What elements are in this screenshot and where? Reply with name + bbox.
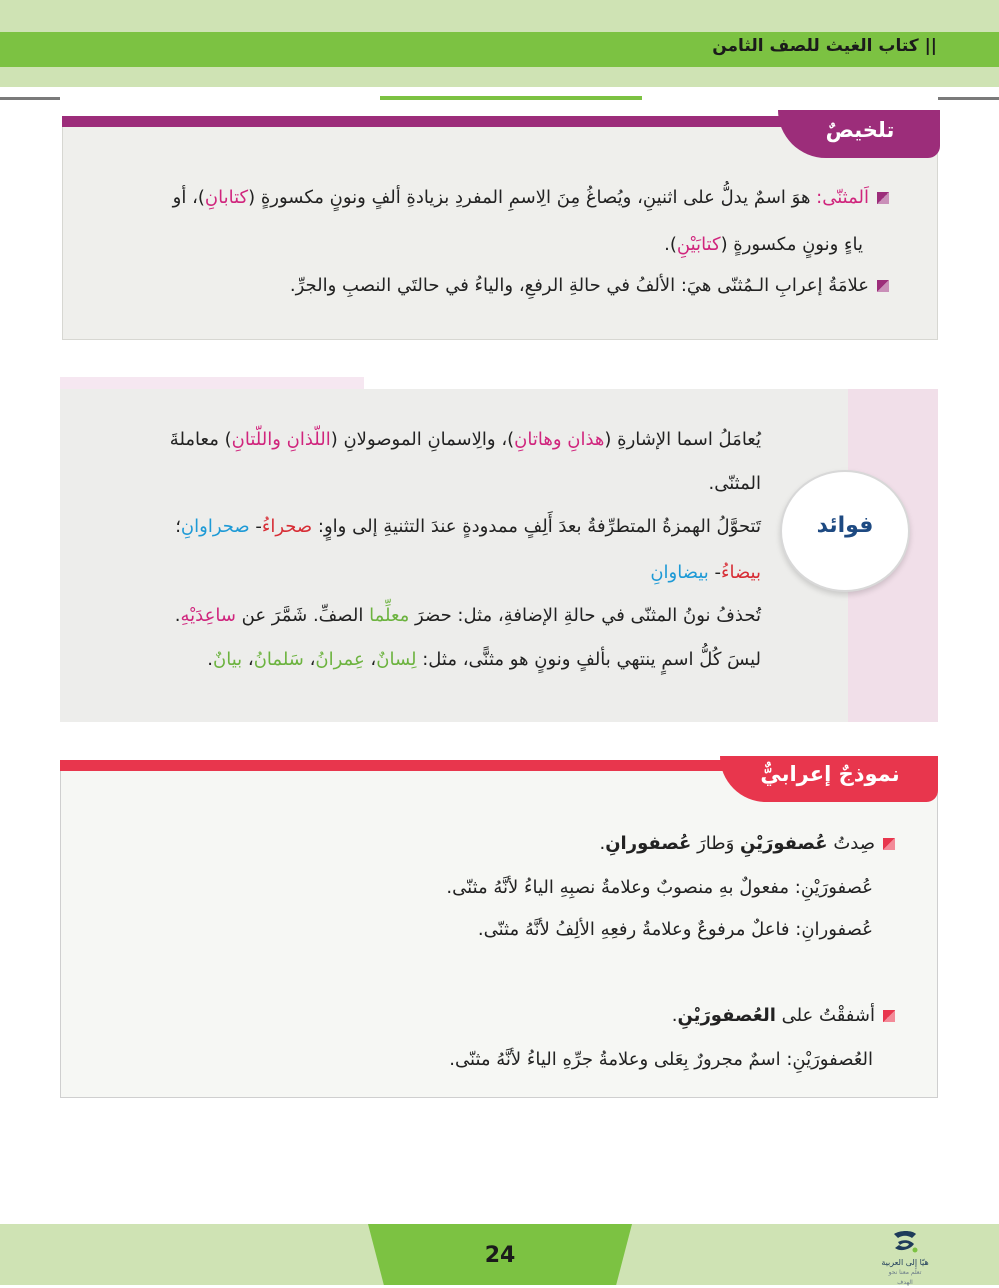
idafa-example-2: ساعِدَيْهِ bbox=[180, 605, 236, 626]
header-rule-center bbox=[380, 96, 642, 100]
summary-definition-text: هوَ اسمٌ يدلُّ على اثنينِ، ويُصاغُ مِنَ الِاسمِ المفردِ بزيادةِ ألفٍ ونونٍ مكسورةٍ ( bbox=[248, 187, 817, 208]
bold-word: عُصفورَيْنِ bbox=[740, 833, 828, 854]
text: ، bbox=[303, 649, 316, 670]
hamza-example-singular-2: بيضاءُ bbox=[721, 562, 761, 583]
text: أشفقْتُ على bbox=[775, 1005, 875, 1026]
bold-word: عُصفورانِ bbox=[605, 833, 692, 854]
text: - bbox=[708, 562, 721, 583]
demonstrative-examples: هذانِ وهاتانِ bbox=[514, 429, 605, 450]
summary-bullet-1-line-2 bbox=[664, 233, 863, 257]
text: - bbox=[249, 516, 262, 537]
text: . bbox=[599, 833, 606, 854]
model-sentence-2 bbox=[672, 1004, 895, 1028]
benefits-line-1 bbox=[170, 428, 761, 452]
benefits-line-4 bbox=[650, 561, 761, 585]
summary-inflection-rule: علامَةُ إعرابِ الـمُثنّى هيَ: الألفُ في حالةِ الرفعِ، والياءُ في حالتَي النصبِ والجرِّ. bbox=[289, 275, 869, 296]
text: ، bbox=[364, 649, 377, 670]
logo-tagline: تعلّم معنا نحو الهدف bbox=[888, 1269, 922, 1286]
summary-term: اَلمثنّى: bbox=[816, 187, 869, 208]
text: ) معاملةَ bbox=[169, 429, 232, 450]
header-sub-band bbox=[0, 67, 999, 87]
benefits-line-5 bbox=[175, 604, 761, 628]
benefits-line-2: المثنّى. bbox=[708, 473, 761, 494]
non-dual-example-4: بيانٌ bbox=[213, 649, 243, 670]
book-title: || كتاب الغيث للصف الثامن bbox=[712, 36, 937, 56]
hamza-example-dual: صحراوانِ bbox=[180, 516, 250, 537]
non-dual-example-1: لِسانٌ bbox=[376, 649, 417, 670]
text: تُحذفُ نونُ المثنّى في حالةِ الإضافةِ، مثل: حضرَ bbox=[409, 605, 761, 626]
summary-bullet-2 bbox=[290, 274, 889, 298]
non-dual-example-2: عِمرانُ bbox=[315, 649, 365, 670]
model-parse-3: العُصفورَيْنِ: اسمٌ مجرورٌ بِعَلى وعلامةُ جرِّهِ الياءُ لأنَّهُ مثنّى. bbox=[449, 1049, 873, 1070]
non-dual-example-3: سَلمانُ bbox=[253, 649, 304, 670]
text: ليسَ كُلُّ اسمٍ ينتهي بألفٍ ونونٍ هو مثنًّى، مثل: bbox=[416, 649, 761, 670]
page-number: 24 bbox=[484, 1243, 516, 1268]
text: . bbox=[207, 649, 214, 670]
square-bullet-icon bbox=[877, 280, 889, 292]
relative-examples: اللّذانِ واللّتانِ bbox=[231, 429, 331, 450]
model-parse-1: عُصفورَيْنِ: مفعولٌ بهِ منصوبٌ وعلامةُ نصبِهِ الياءُ لأنَّهُ مثنّى. bbox=[446, 877, 873, 898]
header-top-band bbox=[0, 0, 999, 32]
publisher-logo bbox=[880, 1230, 930, 1288]
model-parse-2: عُصفورانِ: فاعلٌ مرفوعٌ وعلامةُ رفعِهِ الألِفُ لأنَّهُ مثنّى. bbox=[477, 919, 873, 940]
text: . bbox=[671, 1005, 678, 1026]
idafa-example-1: معلِّما bbox=[369, 605, 410, 626]
benefits-title: فوائد bbox=[816, 513, 874, 538]
logo-name: هيّا إلى العربية bbox=[881, 1258, 929, 1267]
text: وَطارَ bbox=[691, 833, 740, 854]
square-bullet-icon bbox=[877, 192, 889, 204]
text: الصفِّ. شَمَّرَ عن bbox=[235, 605, 370, 626]
header-rule-right bbox=[938, 97, 999, 100]
logo-icon bbox=[890, 1230, 920, 1254]
model-sentence-1 bbox=[599, 832, 895, 856]
header-rule-left bbox=[0, 97, 60, 100]
model-title: نموذجٌ إعرابيٌّ bbox=[760, 762, 900, 786]
text: تَتحوَّلُ الهمزةُ المتطرِّفةُ بعدَ أَلِفٍ ممدودةٍ عندَ التثنيةِ إلى واوٍ: bbox=[312, 516, 761, 537]
text: . bbox=[174, 605, 181, 626]
square-bullet-icon bbox=[883, 838, 895, 850]
bold-word: العُصفورَيْنِ bbox=[677, 1005, 776, 1026]
summary-example-dual-ya: كتابَيْنِ bbox=[676, 234, 721, 255]
summary-title: تلخيصٌ bbox=[825, 118, 895, 142]
benefits-line-3 bbox=[175, 515, 761, 539]
hamza-example-dual-2: بيضاوانِ bbox=[650, 562, 709, 583]
square-bullet-icon bbox=[883, 1010, 895, 1022]
summary-bullet-1-line-1 bbox=[173, 186, 889, 210]
text: صِدتُ bbox=[827, 833, 875, 854]
summary-definition-text-end: )، أو bbox=[172, 187, 205, 208]
summary-line2-end: ). bbox=[664, 234, 677, 255]
summary-line2-text: ياءٍ ونونٍ مكسورةٍ ( bbox=[720, 234, 863, 255]
text: ، bbox=[242, 649, 254, 670]
text: )، والِاسمانِ الموصولانِ ( bbox=[330, 429, 515, 450]
hamza-example-singular: صحراءُ bbox=[261, 516, 313, 537]
text: يُعامَلُ اسما الإشارةِ ( bbox=[604, 429, 761, 450]
text: ؛ bbox=[175, 516, 181, 537]
summary-example-dual: كتابانِ bbox=[204, 187, 249, 208]
benefits-line-6 bbox=[207, 648, 761, 672]
